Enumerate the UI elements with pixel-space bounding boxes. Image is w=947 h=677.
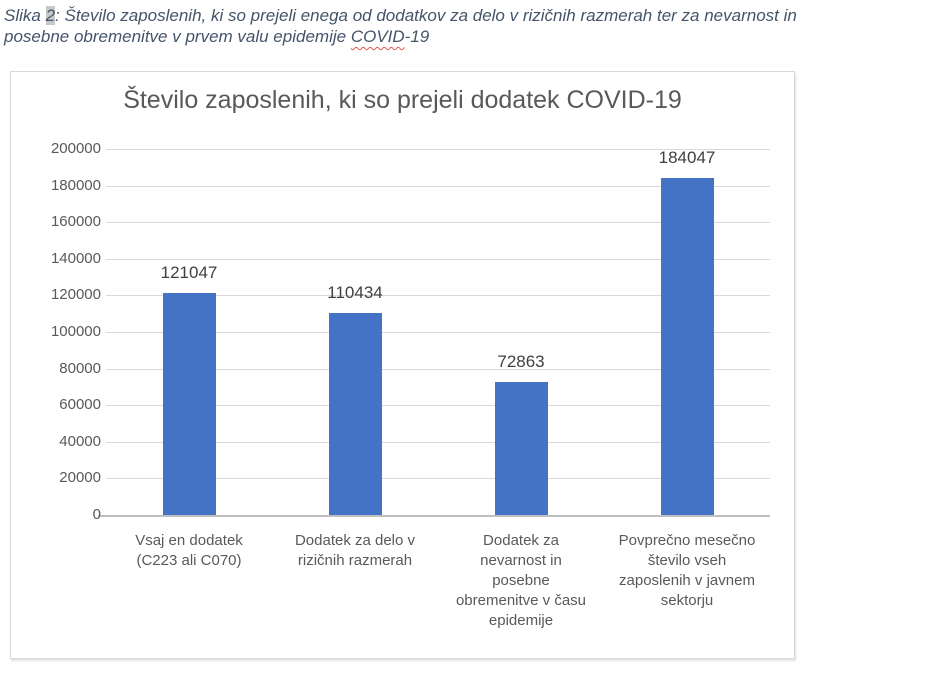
y-axis-tick-label: 40000 (59, 433, 101, 450)
caption-covid-suffix: -19 (404, 27, 430, 46)
category-label-line: zaposlenih v javnem (619, 572, 755, 589)
caption-covid-word: COVID (350, 27, 405, 46)
y-axis-tick-label: 120000 (50, 286, 101, 303)
category-label-line: obremenitve v času (455, 592, 587, 609)
y-axis-tick-label: 80000 (59, 360, 101, 377)
bar-chart (10, 71, 795, 659)
category-label-line: rizičnih razmerah (297, 552, 413, 569)
category-label (438, 531, 604, 631)
y-axis-tick-label: 160000 (50, 213, 101, 230)
y-axis-tick-label: 20000 (59, 469, 101, 486)
caption-text-line1: : Število zaposlenih, ki so prejeli enega od dodatkov za delo v rizičnih razmerah ter za nevarnost in (55, 6, 797, 25)
figure-caption (4, 5, 942, 47)
y-axis-tick-label: 100000 (50, 323, 101, 340)
category-label (604, 531, 770, 611)
category-label-line: Vsaj en dodatek (135, 532, 243, 549)
data-label: 72863 (497, 352, 545, 371)
bar (495, 382, 548, 515)
category-label (106, 531, 272, 571)
data-label: 110434 (327, 283, 383, 302)
bar (329, 313, 382, 515)
category-label-line: posebne (492, 572, 550, 589)
category-label-line: (C223 ali C070) (136, 552, 242, 569)
y-axis-tick-label: 180000 (50, 177, 101, 194)
category-label-line: število vseh (647, 552, 727, 569)
category-label-line: Dodatek za (483, 532, 559, 549)
y-axis-tick-label: 60000 (59, 396, 101, 413)
x-axis-line (98, 515, 770, 517)
category-label-line: sektorju (660, 592, 714, 609)
category-label-line: nevarnost in (480, 552, 562, 569)
caption-field-number: 2 (45, 6, 56, 25)
y-axis-tick-label: 140000 (50, 250, 101, 267)
category-label-line: Povprečno mesečno (618, 532, 756, 549)
plot-area (11, 72, 794, 658)
caption-label: Slika (4, 6, 46, 25)
caption-text-line2: posebne obremenitve v prvem valu epidemije (4, 27, 351, 46)
y-axis-tick-label: 200000 (50, 140, 101, 157)
chart-title: Število zaposlenih, ki so prejeli dodatek COVID-19 (123, 86, 682, 114)
category-label-line: epidemije (488, 612, 554, 629)
category-label (272, 531, 438, 571)
data-label: 121047 (160, 263, 218, 282)
data-label: 184047 (658, 148, 716, 167)
y-axis-tick-label: 0 (92, 506, 101, 523)
bar (661, 178, 714, 515)
bar (163, 293, 216, 515)
category-label-line: Dodatek za delo v (294, 532, 416, 549)
